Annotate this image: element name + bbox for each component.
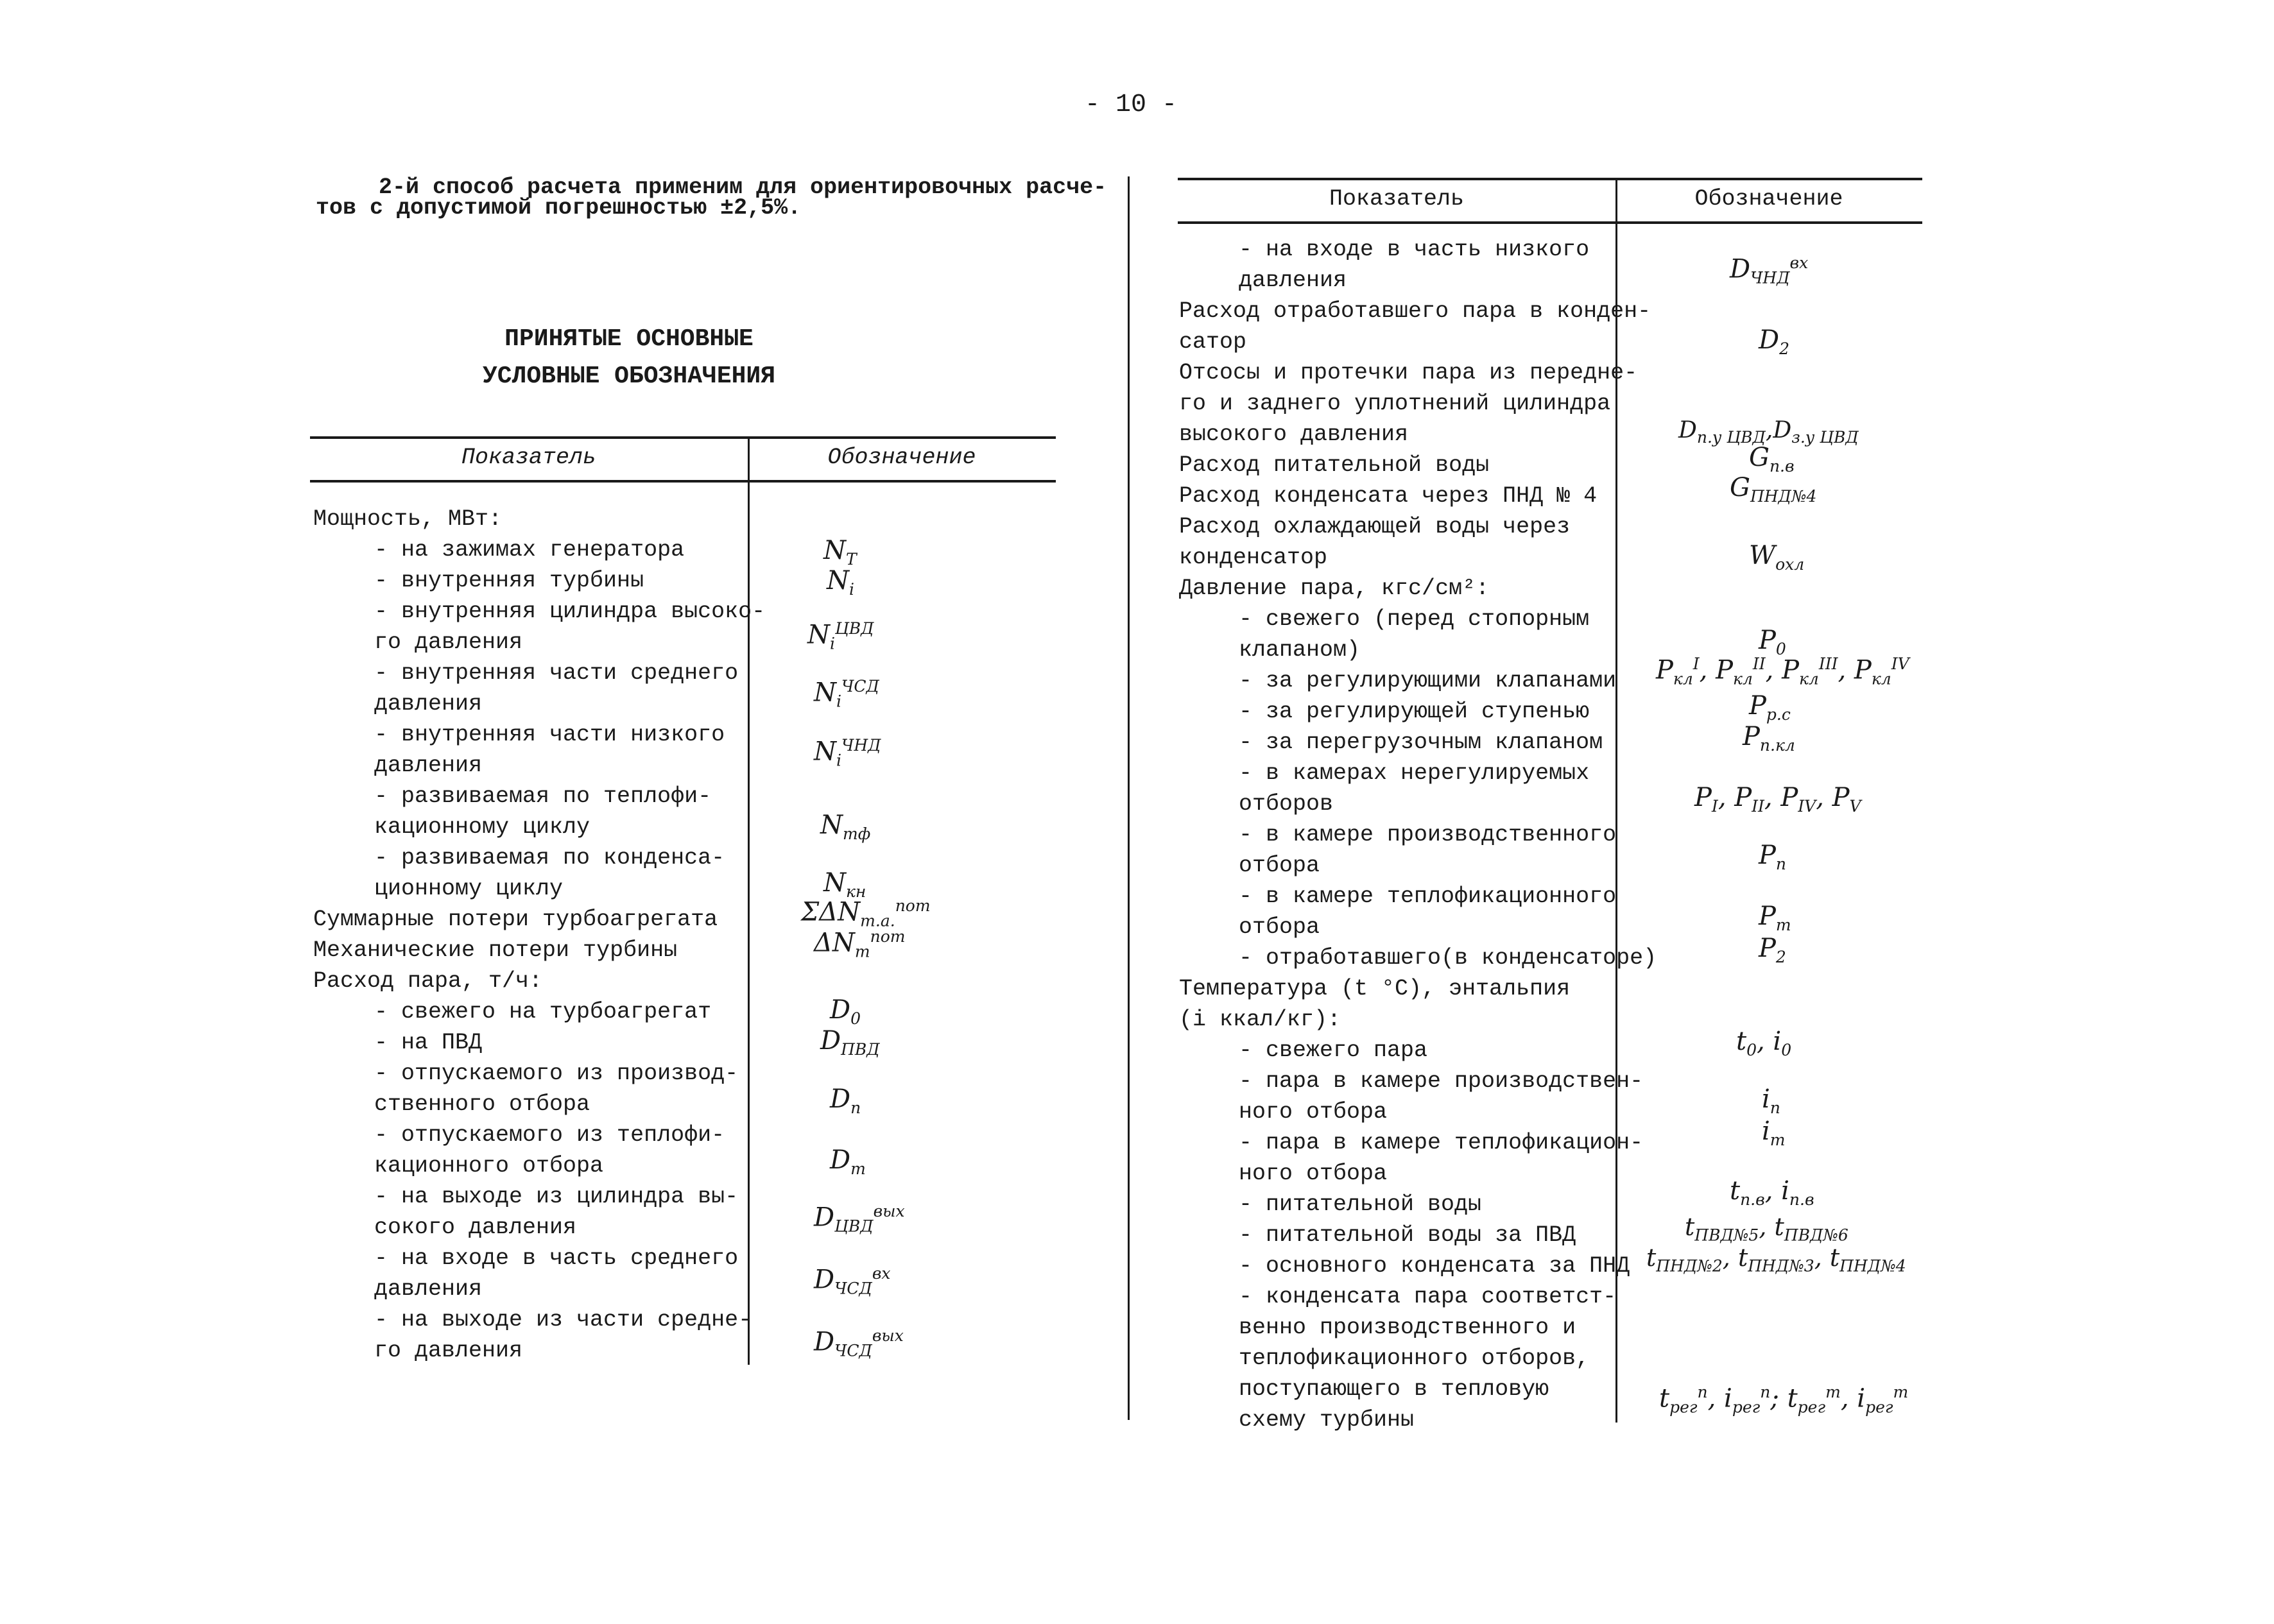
left-row-label: - внутренняя части среднего	[374, 660, 739, 686]
left-row-symbol: $\Delta N_т^{пот}$	[814, 927, 906, 961]
right-row-label: - свежего (перед стопорным	[1239, 606, 1590, 632]
right-row-label: Расход отработавшего пара в конден-	[1179, 298, 1651, 324]
left-row-symbol: $D_{ПВД}$	[820, 1026, 880, 1059]
right-row-symbol: $P_0$	[1759, 626, 1786, 658]
right-row-symbol: $W_{охл}$	[1749, 541, 1805, 574]
left-row-symbol: $D_{ЦВД}^{вых}$	[814, 1202, 905, 1236]
left-row-label: го давления	[374, 629, 523, 655]
right-row-symbol: $P_п$	[1759, 841, 1787, 873]
right-row-label: ного отбора	[1239, 1099, 1388, 1125]
right-row-symbol: $P_{кл}^I$, $P_{кл}^{II}$, $P_{кл}^{III}$, $P_{кл}^{IV}$	[1656, 654, 1909, 688]
right-row-label: - конденсата пара соответст-	[1239, 1284, 1617, 1310]
left-row-symbol: $D_{ЧСД}^{вх}$	[814, 1264, 891, 1298]
column-divider	[1128, 176, 1130, 1420]
right-row-symbol: $t_0$, $i_0$	[1736, 1027, 1792, 1059]
left-row-label: - отпускаемого из производ-	[374, 1061, 739, 1086]
right-header-parameter: Показатель	[1329, 186, 1465, 212]
right-row-label: - на входе в часть низкого	[1239, 237, 1590, 262]
left-row-label: кационному циклу	[374, 814, 590, 840]
right-row-label: - за перегрузочным клапаном	[1239, 730, 1603, 755]
right-table-top-rule	[1178, 178, 1922, 180]
right-row-label: - за регулирующей ступенью	[1239, 699, 1590, 724]
left-row-symbol: $N_{кн}$	[823, 868, 866, 901]
right-row-label: Давление пара, кгс/см²:	[1179, 576, 1490, 601]
right-row-symbol: $P_{п.кл}$	[1743, 722, 1795, 755]
right-row-label: - в камерах нерегулируемых	[1239, 760, 1590, 786]
left-row-label: Суммарные потери турбоагрегата	[313, 907, 718, 932]
right-row-symbol: $G_{п.в}$	[1749, 443, 1795, 475]
left-table-column-rule	[748, 436, 750, 1365]
right-row-label: отбора	[1239, 914, 1320, 940]
page-number: - 10 -	[1085, 90, 1178, 119]
left-row-symbol: $D_т$	[830, 1145, 866, 1178]
left-row-label: Механические потери турбины	[313, 937, 678, 963]
right-row-label: давления	[1239, 268, 1347, 293]
left-row-label: - внутренняя цилиндра высоко-	[374, 599, 766, 624]
intro-line-1: 2-й способ расчета применим для ориентировочных расче-	[379, 175, 1107, 200]
right-row-label: - пара в камере производствен-	[1239, 1068, 1644, 1094]
section-title-line-1: ПРИНЯТЫЕ ОСНОВНЫЕ	[504, 325, 754, 353]
right-row-label: (i ккал/кг):	[1179, 1007, 1341, 1032]
left-row-symbol: $N_i^{ЦВД}$	[807, 619, 874, 653]
right-row-symbol: $P_т$	[1759, 902, 1791, 934]
left-row-label: - на зажимах генератора	[374, 537, 685, 563]
right-row-label: конденсатор	[1179, 545, 1328, 570]
left-row-label: - на выходе из цилиндра вы-	[374, 1184, 739, 1209]
right-row-label: Расход охлаждающей воды через	[1179, 514, 1571, 540]
right-row-label: высокого давления	[1179, 422, 1409, 447]
right-table-header-rule	[1178, 221, 1922, 224]
right-row-label: - свежего пара	[1239, 1038, 1428, 1063]
left-row-label: кационного отбора	[374, 1153, 604, 1179]
right-row-symbol: $D_2$	[1759, 325, 1789, 358]
section-title-line-2: УСЛОВНЫЕ ОБОЗНАЧЕНИЯ	[482, 363, 776, 390]
left-row-label: Расход пара, т/ч:	[313, 968, 543, 994]
right-row-label: венно производственного и	[1239, 1315, 1576, 1340]
left-row-label: сокого давления	[374, 1215, 577, 1240]
right-row-label: сатор	[1179, 329, 1247, 355]
right-row-symbol: $G_{ПНД№4}$	[1730, 473, 1817, 506]
left-row-label: - на входе в часть среднего	[374, 1245, 739, 1271]
right-row-label: - в камере производственного	[1239, 822, 1617, 848]
right-row-symbol: $t_{рег}^п$, $i_{рег}^п$; $t_{рег}^т$, $i_{рег}^т$	[1659, 1383, 1909, 1417]
right-row-symbol: $i_т$	[1762, 1116, 1786, 1149]
right-row-symbol: $t_{п.в}$, $i_{п.в}$	[1730, 1176, 1814, 1209]
left-row-symbol: $N_Т$	[823, 536, 857, 568]
intro-line-2: тов с допустимой погрешностью ±2,5%.	[316, 195, 802, 221]
left-row-label: - свежего на турбоагрегат	[374, 999, 712, 1025]
right-row-symbol: $t_{ПНД№2}$, $t_{ПНД№3}$, $t_{ПНД№4}$	[1646, 1244, 1906, 1276]
left-row-symbol: $N_i$	[827, 566, 854, 599]
right-row-label: Расход конденсата через ПНД № 4	[1179, 483, 1598, 509]
left-row-label: го давления	[374, 1338, 523, 1363]
right-row-label: - за регулирующими клапанами	[1239, 668, 1617, 694]
left-row-label: ственного отбора	[374, 1091, 590, 1117]
right-row-label: - основного конденсата за ПНД	[1239, 1253, 1630, 1279]
right-row-symbol: $t_{ПВД№5}$, $t_{ПВД№6}$	[1685, 1213, 1848, 1245]
left-row-label: - на ПВД	[374, 1030, 483, 1056]
left-row-label: - развиваемая по теплофи-	[374, 783, 712, 809]
left-row-symbol: $D_п$	[830, 1084, 861, 1117]
right-header-symbol: Обозначение	[1694, 186, 1843, 212]
left-row-symbol: $D_{ЧСД}^{вых}$	[814, 1326, 904, 1360]
left-row-symbol: $N_{тф}$	[820, 810, 871, 843]
right-row-label: теплофикационного отборов,	[1239, 1346, 1590, 1371]
right-row-label: схему турбины	[1239, 1407, 1415, 1433]
right-row-label: ного отбора	[1239, 1161, 1388, 1186]
left-row-label: давления	[374, 1276, 483, 1302]
left-header-parameter: Показатель	[461, 445, 597, 470]
right-row-label: - пара в камере теплофикацион-	[1239, 1130, 1644, 1156]
right-row-label: - питательной воды за ПВД	[1239, 1222, 1576, 1248]
left-row-label: - внутренняя турбины	[374, 568, 644, 594]
left-table-top-rule	[310, 436, 1056, 439]
left-row-label: - на выходе из части средне-	[374, 1307, 752, 1333]
left-row-label: - внутренняя части низкого	[374, 722, 725, 748]
left-row-symbol: $\Sigma\Delta N_{т.а.}^{пот}$	[801, 896, 931, 930]
left-row-label: Мощность, МВт:	[313, 506, 503, 532]
left-row-symbol: $D_0$	[830, 995, 861, 1028]
right-row-label: отбора	[1239, 853, 1320, 878]
right-row-label: - питательной воды	[1239, 1192, 1482, 1217]
section-title	[449, 321, 809, 395]
left-row-label: - отпускаемого из теплофи-	[374, 1122, 725, 1148]
left-table-header-rule	[310, 480, 1056, 483]
right-row-symbol: $D_{ЧНД}^{вх}$	[1730, 253, 1809, 287]
left-row-symbol: $N_i^{ЧСД}$	[814, 677, 879, 711]
right-row-symbol: $i_п$	[1762, 1084, 1780, 1117]
right-row-symbol: $P_I$, $P_{II}$, $P_{IV}$, $P_V$	[1694, 783, 1861, 816]
right-row-symbol: $P_2$	[1759, 934, 1786, 966]
right-row-label: - в камере теплофикационного	[1239, 884, 1617, 909]
left-row-label: - развиваемая по конденса-	[374, 845, 725, 871]
left-row-label: давления	[374, 753, 483, 778]
left-row-symbol: $N_i^{ЧНД}$	[814, 736, 881, 770]
left-row-label: ционному циклу	[374, 876, 564, 902]
right-row-label: Отсосы и протечки пара из передне-	[1179, 360, 1638, 386]
left-row-label: давления	[374, 691, 483, 717]
right-row-label: го и заднего уплотнений цилиндра	[1179, 391, 1611, 416]
right-row-label: отборов	[1239, 791, 1334, 817]
right-row-label: клапаном)	[1239, 637, 1361, 663]
right-row-label: поступающего в тепловую	[1239, 1376, 1549, 1402]
right-row-symbol: $D_{п.у ЦВД},D_{з.у ЦВД}$	[1678, 417, 1859, 447]
right-row-label: Расход питательной воды	[1179, 452, 1490, 478]
right-row-label: - отработавшего(в конденсаторе)	[1239, 945, 1657, 971]
left-header-symbol: Обозначение	[827, 445, 976, 470]
right-row-label: Температура (t °C), энтальпия	[1179, 976, 1571, 1002]
right-row-symbol: $P_{р.с}$	[1749, 691, 1791, 724]
